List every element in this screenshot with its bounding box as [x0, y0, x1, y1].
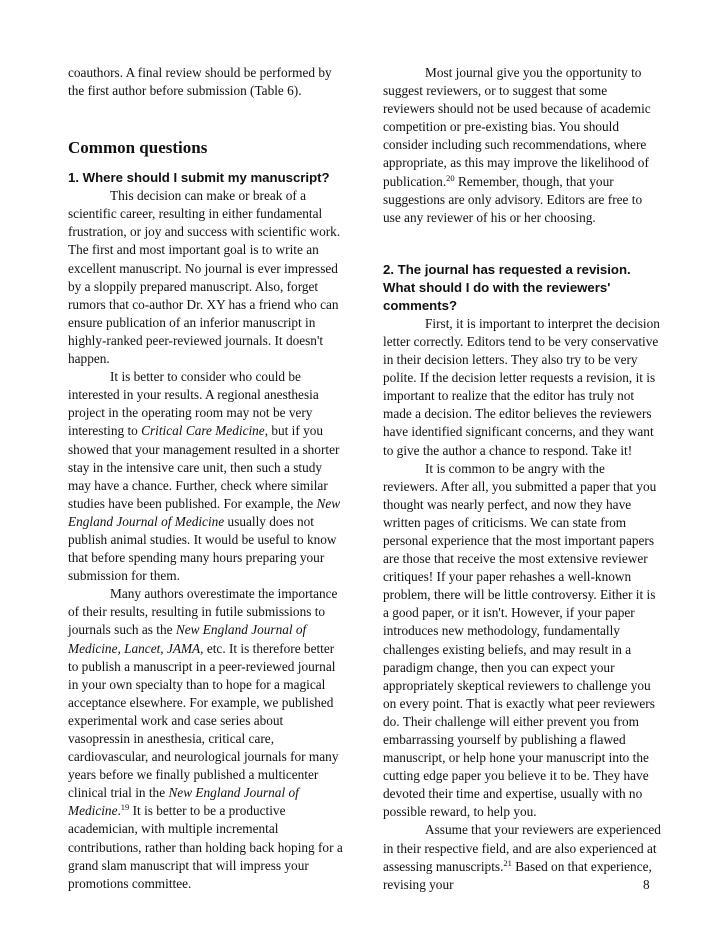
- q2-paragraph-1: First, it is important to interpret the decision letter correctly. Editors tend to be very conservative in their decision letters. They also try to be very polite. If the decision letter requests a revision, it is important to realize that the editor has truly not made a decision. The editor believes the reviewers have identified significant concerns, and they want to give the author a chance to respond. Take it!: [383, 315, 660, 458]
- q2-paragraph-2: It is common to be angry with the reviewers. After all, you submitted a paper that you thought was nearly perfect, and now they have written pages of criticisms. We can state from personal experience that the most important papers are those that receive the most extensive reviewer critiques! If your paper rehashes a well-known problem, there will be little controversy. Either it is a good paper, or it isn't. However, if your paper introduces new methodology, fundamentally challenges existing beliefs, and may result in a paradigm change, then you can expect your appropriately skeptical reviewers to challenge you on every point. That is exactly what peer reviewers do. Their challenge will either prevent you from embarrassing yourself by publishing a flawed manuscript, or help hone your manuscript into the cutting edge paper you believe it to be. They have devoted their time and expertise, usually with no possible reward, to help you.: [383, 460, 657, 820]
- q1-paragraph-1: This decision can make or break of a scientific career, resulting in either fundamental frustration, or joy and success with scientific work. The first and most important goal is to write an excellent manuscript. No journal is ever impressed by a sloppily prepared manuscript. Also, forget rumors that co-author Dr. XY has a friend who can ensure publication of an inferior manuscript in highly-ranked peer-reviewed journals. It doesn't happen.: [68, 188, 341, 367]
- intro-paragraph: coauthors. A final review should be performed by the first author before submission (Table 6).: [68, 65, 332, 99]
- question-1-title: 1. Where should I submit my manuscript?: [68, 170, 330, 186]
- page-number: 8: [643, 877, 650, 892]
- reference-superscript: 21: [503, 857, 512, 868]
- right-column: [383, 64, 662, 894]
- reference-superscript: 19: [120, 802, 130, 813]
- journal-title: New England Journal of Medicine: [68, 785, 299, 819]
- reviewer-suggestion-paragraph: Most journal give you the opportunity to suggest reviewers, or to suggest that some reviewers should not be used because of academic competition or pre-existing bias. You should consider including such recommendations, where appropriate, as this may improve the likelihood of publication.$^{20}$ Remember, though, that your suggestions are only advisory. Editors are free to use any reviewer of his or her choosing.: [383, 65, 651, 225]
- journal-list: New England Journal of Medicine, Lancet, JAMA,: [68, 622, 307, 656]
- journal-title: Critical Care Medicine: [141, 423, 265, 439]
- q1-paragraph-3: Many authors overestimate the importance of their results, resulting in futile submissions to journals such as the New England Journal of Medicine, Lancet, JAMA, etc. It is therefore better to publish a manuscript in a peer-reviewed journal in your own specialty than to hope for a magical acceptance elsewhere. For example, we published experimental work and case series about vasopressin in anesthesia, critical care, cardiovascular, and neurological journals for many years before we finally published a multicenter clinical trial in the New England Journal of Medicine.$^{19}$ It is better to be a productive academician, with multiple incremental contributions, rather than holding back hoping for a grand slam manuscript that will impress your promotions committee.: [68, 586, 343, 891]
- left-column: [68, 64, 344, 893]
- section-heading: Common questions: [68, 138, 208, 158]
- journal-title: New England Journal of Medicine: [68, 495, 341, 529]
- q2-paragraph-3: Assume that your reviewers are experienced in their respective field, and are also experienced at assessing manuscripts.$^{21}$ Based on that experience, revising your: [383, 822, 661, 892]
- question-2-title: 2. The journal has requested a revision. What should I do with the reviewers' comments?: [383, 261, 631, 313]
- reference-superscript: 20: [446, 172, 455, 183]
- q1-paragraph-2: It is better to consider who could be interested in your results. A regional anesthesia project in the operating room may not be very interesting to Critical Care Medicine, but if you showed that your management resulted in a shorter stay in the intensive care unit, then such a study may have a chance. Further, check where similar studies have been published. For example, the New England Journal of Medicine usually does not publish animal studies. It would be useful to know that before spending many hours preparing your submission for them.: [68, 369, 341, 584]
